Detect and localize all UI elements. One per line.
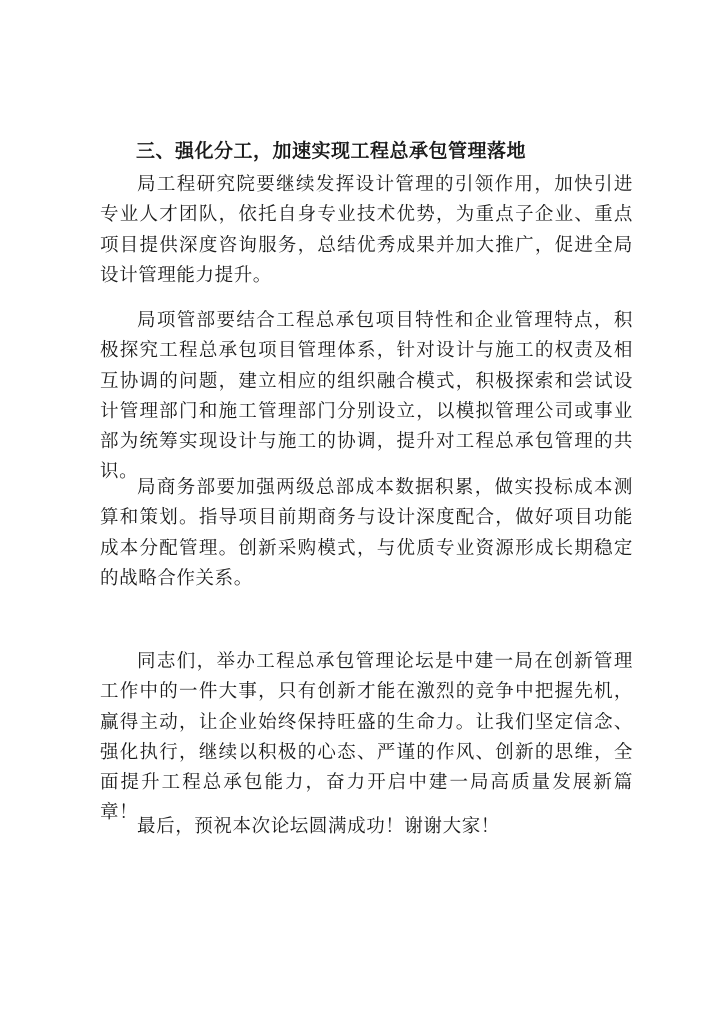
paragraph-project-management: 局项管部要结合工程总承包项目特性和企业管理特点，积极探究工程总承包项目管理体系，针对设计与施工的权责及相互协调的问题，建立相应的组织融合模式，积极探索和尝试设计管理部门和施工管理部门分别设立，以模拟管理公司或事业部为统筹实现设计与施工的协调，提升对工程总承包管理的共识。 — [100, 310, 633, 483]
paragraph-business-department: 局商务部要加强两级总部成本数据积累，做实投标成本测算和策划。指导项目前期商务与设计深度配合，做好项目功能成本分配管理。创新采购模式，与优质专业资源形成长期稳定的战略合作关系。 — [100, 477, 633, 589]
paragraph-closing-call: 同志们，举办工程总承包管理论坛是中建一局在创新管理工作中的一件大事，只有创新才能在激烈的竞争中把握先机，赢得主动，让企业始终保持旺盛的生命力。让我们坚定信念、强化执行，继续以积极的心态、严谨的作风、创新的思维，全面提升工程总承包能力，奋力开启中建一局高质量发展新篇章！ — [100, 651, 633, 824]
paragraph-research-institute: 局工程研究院要继续发挥设计管理的引领作用，加快引进专业人才团队，依托自身专业技术优势，为重点子企业、重点项目提供深度咨询服务，总结优秀成果并加大推广，促进全局设计管理能力提升。 — [100, 174, 633, 286]
paragraph-final-wishes: 最后，预祝本次论坛圆满成功！谢谢大家！ — [137, 816, 500, 837]
section-heading: 三、强化分工，加速实现工程总承包管理落地 — [136, 140, 527, 162]
